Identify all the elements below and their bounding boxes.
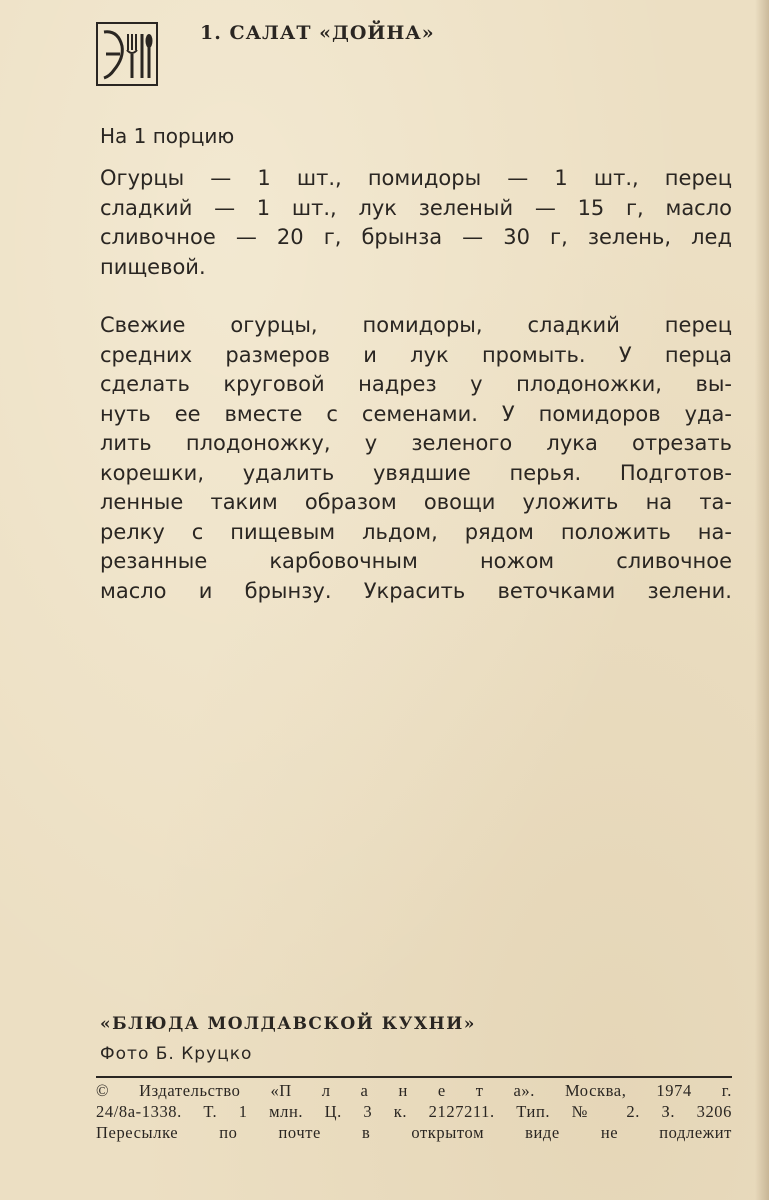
ingredients-paragraph: [100, 164, 732, 282]
method-line: корешки, удалить увядшие перья. Подготов-: [100, 460, 732, 485]
method-line: лить плодоножку, у зеленого лука отрезать: [100, 431, 732, 455]
ingredients-line: сливочное — 20 г, брынза — 30 г, зелень, лед: [100, 225, 732, 249]
recipe-title: 1. САЛАТ «ДОЙНА»: [200, 22, 435, 44]
ingredients-line: пищевой.: [100, 254, 206, 279]
publisher-imprint: [96, 1080, 732, 1143]
method-line: сделать круговой надрез у плодоножки, вы-: [100, 372, 732, 396]
method-line: Свежие огурцы, помидоры, сладкий перец: [100, 313, 732, 337]
fork-knife-spoon-icon: [96, 22, 158, 86]
imprint-line: 24/8а-1338. Т. 1 млн. Ц. 3 к. 2127211. Тип. № 2. З. 3206: [96, 1102, 732, 1121]
method-line: средних размеров и лук промыть. У перца: [100, 342, 732, 367]
series-title: «БЛЮДА МОЛДАВСКОЙ КУХНИ»: [100, 1014, 476, 1034]
method-line: нуть ее вместе с семенами. У помидоров уда-: [100, 401, 732, 426]
imprint-line: Пересылке по почте в открытом виде не подлежит: [96, 1123, 732, 1142]
method-paragraph: [100, 311, 732, 606]
method-line: масло и брынзу. Украсить веточками зелени.: [100, 578, 732, 603]
imprint-line: © Издательство «П л а н е т а». Москва, 1974 г.: [96, 1081, 732, 1100]
method-line: резанные карбовочным ножом сливочное: [100, 549, 732, 573]
method-line: релку с пищевым льдом, рядом положить на-: [100, 519, 732, 544]
divider: [96, 1076, 732, 1078]
ingredients-line: Огурцы — 1 шт., помидоры — 1 шт., перец: [100, 166, 732, 190]
page-edge-shadow: [755, 0, 769, 1200]
ingredients-line: сладкий — 1 шт., лук зеленый — 15 г, масло: [100, 195, 732, 220]
portion-label: На 1 порцию: [100, 124, 235, 148]
photo-credit: Фото Б. Круцко: [100, 1044, 253, 1064]
method-line: ленные таким образом овощи уложить на та-: [100, 490, 732, 514]
